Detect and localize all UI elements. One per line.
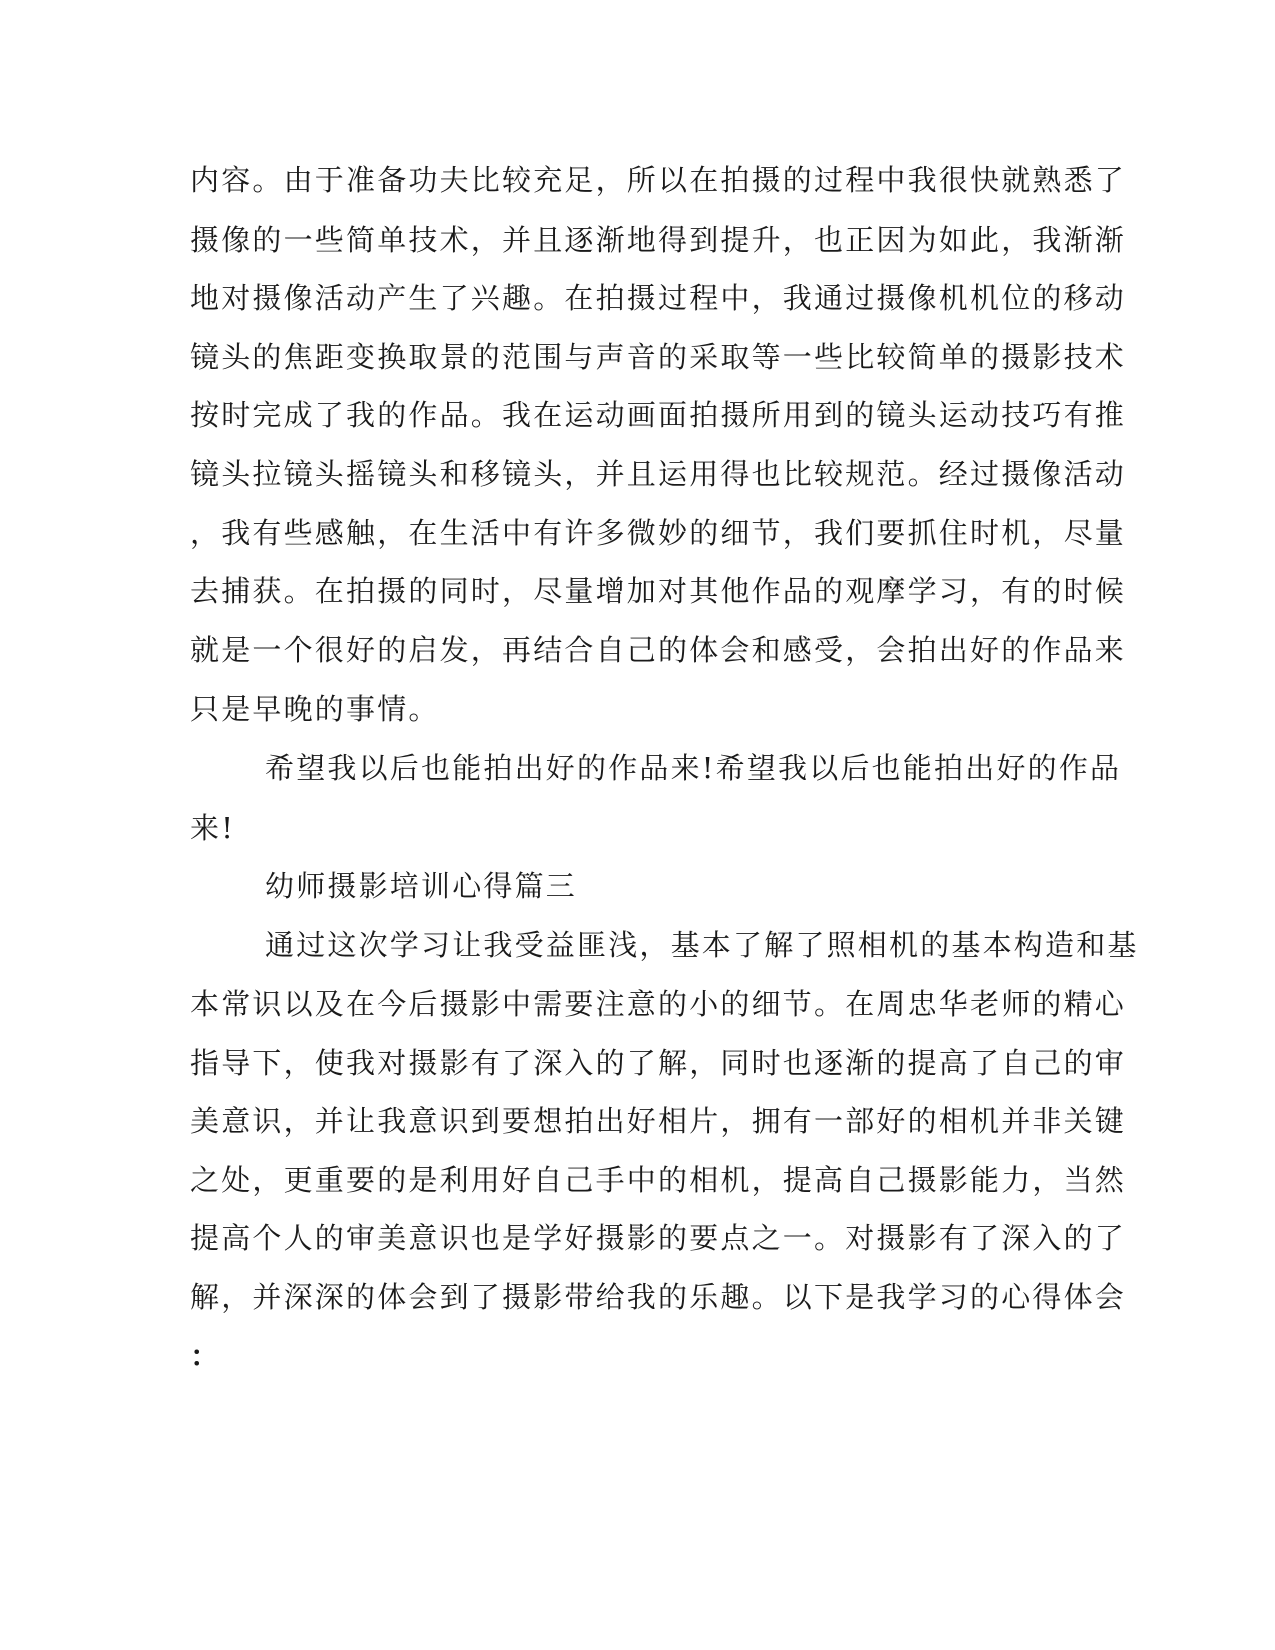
paragraph-line: 本常识以及在今后摄影中需要注意的小的细节。在周忠华老师的精心: [190, 987, 1127, 1021]
paragraph-line: 只是早晚的事情。: [190, 692, 440, 726]
paragraph-line: 通过这次学习让我受益匪浅，基本了解了照相机的基本构造和基: [265, 928, 1139, 962]
paragraph-line: 提高个人的审美意识也是学好摄影的要点之一。对摄影有了深入的了: [190, 1221, 1127, 1255]
paragraph-line: 内容。由于准备功夫比较充足，所以在拍摄的过程中我很快就熟悉了: [190, 163, 1127, 197]
paragraph-line: 就是一个很好的启发，再结合自己的体会和感受，会拍出好的作品来: [190, 633, 1127, 667]
paragraph-line: 解，并深深的体会到了摄影带给我的乐趣。以下是我学习的心得体会: [190, 1280, 1127, 1314]
paragraph-line: ：: [190, 1339, 222, 1373]
paragraph-line: 去捕获。在拍摄的同时，尽量增加对其他作品的观摩学习，有的时候: [190, 574, 1127, 608]
paragraph-line: 来!: [190, 811, 236, 845]
paragraph-line: 指导下，使我对摄影有了深入的了解，同时也逐渐的提高了自己的审: [190, 1046, 1127, 1080]
section-title: 幼师摄影培训心得篇三: [265, 869, 578, 903]
paragraph-line: 之处，更重要的是利用好自己手中的相机，提高自己摄影能力，当然: [190, 1163, 1127, 1197]
paragraph-line: 美意识，并让我意识到要想拍出好相片，拥有一部好的相机并非关键: [190, 1104, 1127, 1138]
paragraph-line: 希望我以后也能拍出好的作品来!希望我以后也能拍出好的作品: [265, 751, 1122, 785]
paragraph-line: 按时完成了我的作品。我在运动画面拍摄所用到的镜头运动技巧有推: [190, 398, 1127, 432]
paragraph-line: 镜头拉镜头摇镜头和移镜头，并且运用得也比较规范。经过摄像活动: [190, 457, 1127, 491]
paragraph-line: ，我有些感触，在生活中有许多微妙的细节，我们要抓住时机，尽量: [190, 516, 1127, 550]
paragraph-line: 镜头的焦距变换取景的范围与声音的采取等一些比较简单的摄影技术: [190, 340, 1127, 374]
paragraph-line: 地对摄像活动产生了兴趣。在拍摄过程中，我通过摄像机机位的移动: [190, 281, 1127, 315]
paragraph-line: 摄像的一些简单技术，并且逐渐地得到提升，也正因为如此，我渐渐: [190, 223, 1127, 257]
